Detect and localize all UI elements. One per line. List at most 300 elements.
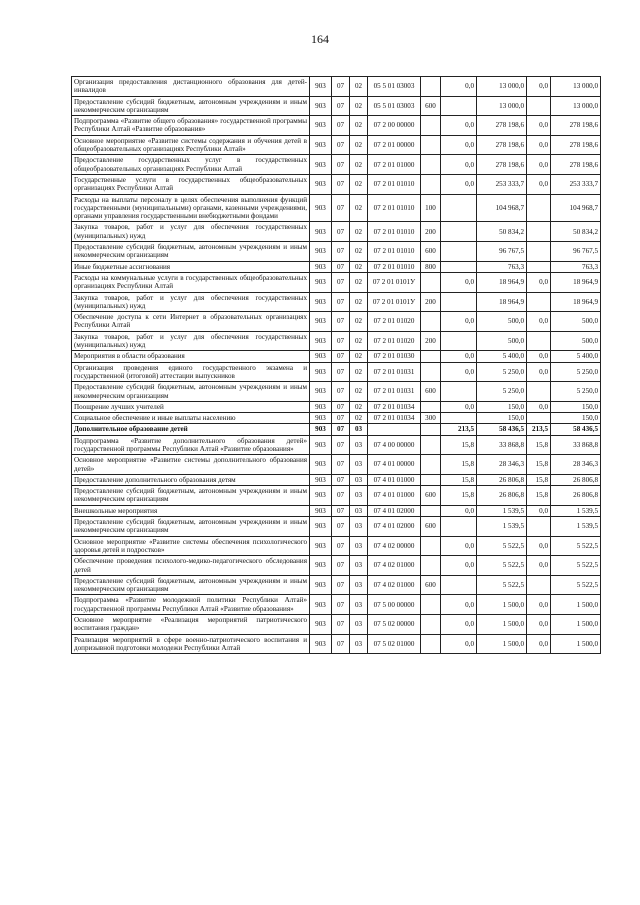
amount-3: 0,0 <box>527 351 551 362</box>
target-article: 07 2 01 00000 <box>368 135 421 155</box>
subsection-code: 03 <box>350 505 368 516</box>
table-row <box>72 634 601 654</box>
amount-1: 0,0 <box>441 536 477 556</box>
row-name: Подпрограмма «Развитие общего образования» государственной программы Республики Алтай «Развитие образования» <box>72 116 310 136</box>
amount-4: 1 500,0 <box>551 595 601 615</box>
target-article: 07 2 01 01010 <box>368 194 421 222</box>
row-name: Предоставление субсидий бюджетным, автономным учреждениям и иным некоммерческим организациям <box>72 517 310 537</box>
amount-4: 26 806,8 <box>551 474 601 485</box>
expense-type <box>421 312 441 332</box>
amount-3: 15,8 <box>527 474 551 485</box>
amount-1: 15,8 <box>441 435 477 455</box>
target-article: 07 5 02 01000 <box>368 634 421 654</box>
section-code: 07 <box>332 486 350 506</box>
table-row <box>72 77 601 97</box>
ministry-code: 903 <box>310 615 332 635</box>
expense-type: 600 <box>421 382 441 402</box>
ministry-code: 903 <box>310 575 332 595</box>
ministry-code: 903 <box>310 556 332 576</box>
amount-3: 15,8 <box>527 486 551 506</box>
amount-2: 253 333,7 <box>477 174 527 194</box>
ministry-code: 903 <box>310 261 332 272</box>
amount-3 <box>527 382 551 402</box>
amount-4: 28 346,3 <box>551 455 601 475</box>
expense-type: 600 <box>421 96 441 116</box>
target-article: 07 2 01 01031 <box>368 382 421 402</box>
ministry-code: 903 <box>310 435 332 455</box>
expense-type: 600 <box>421 517 441 537</box>
ministry-code: 903 <box>310 272 332 292</box>
table-row <box>72 517 601 537</box>
ministry-code: 903 <box>310 362 332 382</box>
table-row <box>72 424 601 435</box>
amount-2: 278 198,6 <box>477 155 527 175</box>
ministry-code: 903 <box>310 155 332 175</box>
amount-3 <box>527 96 551 116</box>
row-name: Основное мероприятие «Реализация мероприятий патриотического воспитания граждан» <box>72 615 310 635</box>
amount-1 <box>441 194 477 222</box>
row-name: Закупка товаров, работ и услуг для обеспечения государственных (муниципальных) нужд <box>72 331 310 351</box>
amount-2: 5 400,0 <box>477 351 527 362</box>
amount-2: 96 767,5 <box>477 242 527 262</box>
amount-1: 0,0 <box>441 135 477 155</box>
subsection-code: 02 <box>350 77 368 97</box>
amount-1: 0,0 <box>441 116 477 136</box>
amount-1: 213,5 <box>441 424 477 435</box>
target-article <box>368 424 421 435</box>
section-code: 07 <box>332 362 350 382</box>
table-row <box>72 362 601 382</box>
table-row <box>72 242 601 262</box>
amount-4: 5 400,0 <box>551 351 601 362</box>
ministry-code: 903 <box>310 174 332 194</box>
amount-2: 26 806,8 <box>477 474 527 485</box>
amount-4: 13 000,0 <box>551 96 601 116</box>
subsection-code: 02 <box>350 135 368 155</box>
amount-1: 0,0 <box>441 556 477 576</box>
row-name: Внешкольные мероприятия <box>72 505 310 516</box>
subsection-code: 02 <box>350 382 368 402</box>
amount-4: 5 522,5 <box>551 536 601 556</box>
section-code: 07 <box>332 424 350 435</box>
section-code: 07 <box>332 517 350 537</box>
section-code: 07 <box>332 455 350 475</box>
target-article: 07 5 00 00000 <box>368 595 421 615</box>
expense-type <box>421 155 441 175</box>
target-article: 07 2 01 01030 <box>368 351 421 362</box>
table-row <box>72 96 601 116</box>
amount-4: 150,0 <box>551 413 601 424</box>
amount-3: 0,0 <box>527 77 551 97</box>
ministry-code: 903 <box>310 135 332 155</box>
target-article: 07 4 01 01000 <box>368 486 421 506</box>
amount-4: 26 806,8 <box>551 486 601 506</box>
expense-type: 800 <box>421 261 441 272</box>
row-name: Предоставление субсидий бюджетным, автономным учреждениям и иным некоммерческим организациям <box>72 242 310 262</box>
subsection-code: 03 <box>350 575 368 595</box>
amount-2: 28 346,3 <box>477 455 527 475</box>
amount-3: 0,0 <box>527 116 551 136</box>
table-row <box>72 135 601 155</box>
table-row <box>72 116 601 136</box>
row-name: Подпрограмма «Развитие дополнительного образования детей» государственной программы Республики Алтай «Развитие образования» <box>72 435 310 455</box>
row-name: Закупка товаров, работ и услуг для обеспечения государственных (муниципальных) нужд <box>72 222 310 242</box>
target-article: 07 4 02 01000 <box>368 575 421 595</box>
expense-type <box>421 272 441 292</box>
target-article: 07 2 01 01020 <box>368 312 421 332</box>
expense-type <box>421 634 441 654</box>
subsection-code: 03 <box>350 615 368 635</box>
expense-type: 600 <box>421 242 441 262</box>
subsection-code: 02 <box>350 222 368 242</box>
amount-4: 1 539,5 <box>551 517 601 537</box>
target-article: 07 2 01 01031 <box>368 362 421 382</box>
row-name: Мероприятия в области образования <box>72 351 310 362</box>
section-code: 07 <box>332 77 350 97</box>
budget-table <box>71 76 601 654</box>
row-name: Государственные услуги в государственных общеобразовательных организациях Республики Алтай <box>72 174 310 194</box>
row-name: Поощрение лучших учителей <box>72 401 310 412</box>
expense-type <box>421 401 441 412</box>
page-number: 164 <box>311 32 329 46</box>
table-row <box>72 351 601 362</box>
expense-type <box>421 615 441 635</box>
amount-1: 0,0 <box>441 174 477 194</box>
ministry-code: 903 <box>310 424 332 435</box>
table-row <box>72 455 601 475</box>
amount-3: 15,8 <box>527 435 551 455</box>
subsection-code: 02 <box>350 331 368 351</box>
ministry-code: 903 <box>310 382 332 402</box>
table-row <box>72 155 601 175</box>
amount-1 <box>441 96 477 116</box>
section-code: 07 <box>332 401 350 412</box>
amount-2: 5 522,5 <box>477 575 527 595</box>
subsection-code: 03 <box>350 556 368 576</box>
target-article: 07 2 01 01010 <box>368 222 421 242</box>
section-code: 07 <box>332 575 350 595</box>
amount-1 <box>441 242 477 262</box>
subsection-code: 02 <box>350 312 368 332</box>
table-row <box>72 292 601 312</box>
table-row <box>72 194 601 222</box>
table-row <box>72 261 601 272</box>
amount-4: 18 964,9 <box>551 292 601 312</box>
ministry-code: 903 <box>310 194 332 222</box>
amount-1 <box>441 413 477 424</box>
section-code: 07 <box>332 194 350 222</box>
section-code: 07 <box>332 474 350 485</box>
expense-type: 200 <box>421 331 441 351</box>
row-name: Обеспечение доступа к сети Интернет в образовательных организациях Республики Алтай <box>72 312 310 332</box>
table-row <box>72 575 601 595</box>
target-article: 05 5 01 03003 <box>368 77 421 97</box>
section-code: 07 <box>332 135 350 155</box>
table-row <box>72 595 601 615</box>
section-code: 07 <box>332 634 350 654</box>
table-row <box>72 505 601 516</box>
section-code: 07 <box>332 116 350 136</box>
amount-1: 0,0 <box>441 595 477 615</box>
ministry-code: 903 <box>310 474 332 485</box>
amount-1: 0,0 <box>441 77 477 97</box>
row-name: Предоставление субсидий бюджетным, автономным учреждениям и иным некоммерческим организациям <box>72 575 310 595</box>
section-code: 07 <box>332 595 350 615</box>
amount-2: 13 000,0 <box>477 77 527 97</box>
amount-2: 1 539,5 <box>477 505 527 516</box>
amount-3: 0,0 <box>527 312 551 332</box>
row-name: Расходы на коммунальные услуги в государственных общеобразовательных организациях Республики Алтай <box>72 272 310 292</box>
table-row <box>72 382 601 402</box>
amount-4: 13 000,0 <box>551 77 601 97</box>
expense-type <box>421 435 441 455</box>
amount-1: 0,0 <box>441 155 477 175</box>
amount-3 <box>527 575 551 595</box>
ministry-code: 903 <box>310 536 332 556</box>
table-row <box>72 331 601 351</box>
row-name: Основное мероприятие «Развитие системы содержания и обучения детей в общеобразовательных организациях Республики Алтай» <box>72 135 310 155</box>
amount-3: 0,0 <box>527 536 551 556</box>
expense-type <box>421 135 441 155</box>
row-name: Предоставление государственных услуг в государственных общеобразовательных организациях Республики Алтай <box>72 155 310 175</box>
ministry-code: 903 <box>310 401 332 412</box>
section-code: 07 <box>332 331 350 351</box>
expense-type: 600 <box>421 486 441 506</box>
amount-2: 18 964,9 <box>477 292 527 312</box>
ministry-code: 903 <box>310 96 332 116</box>
ministry-code: 903 <box>310 413 332 424</box>
table-row <box>72 312 601 332</box>
amount-2: 278 198,6 <box>477 116 527 136</box>
amount-1 <box>441 331 477 351</box>
amount-2: 5 522,5 <box>477 556 527 576</box>
section-code: 07 <box>332 351 350 362</box>
expense-type <box>421 174 441 194</box>
subsection-code: 02 <box>350 116 368 136</box>
target-article: 07 4 01 00000 <box>368 455 421 475</box>
amount-4: 500,0 <box>551 331 601 351</box>
amount-2: 50 834,2 <box>477 222 527 242</box>
expense-type <box>421 474 441 485</box>
amount-4: 5 522,5 <box>551 556 601 576</box>
amount-2: 58 436,5 <box>477 424 527 435</box>
amount-4: 763,3 <box>551 261 601 272</box>
section-code: 07 <box>332 96 350 116</box>
ministry-code: 903 <box>310 455 332 475</box>
table-row <box>72 486 601 506</box>
target-article: 07 4 00 00000 <box>368 435 421 455</box>
subsection-code: 03 <box>350 595 368 615</box>
amount-4: 96 767,5 <box>551 242 601 262</box>
subsection-code: 02 <box>350 174 368 194</box>
ministry-code: 903 <box>310 634 332 654</box>
row-name: Организация проведения единого государственного экзамена и государственной (итоговой) аттестации выпускников <box>72 362 310 382</box>
amount-1 <box>441 292 477 312</box>
row-name: Обеспечение проведения психолого-медико-педагогического обследования детей <box>72 556 310 576</box>
section-code: 07 <box>332 505 350 516</box>
section-code: 07 <box>332 413 350 424</box>
amount-4: 278 198,6 <box>551 135 601 155</box>
amount-2: 5 250,0 <box>477 382 527 402</box>
subsection-code: 02 <box>350 261 368 272</box>
amount-3 <box>527 413 551 424</box>
target-article: 07 4 01 02000 <box>368 517 421 537</box>
amount-1: 0,0 <box>441 362 477 382</box>
row-name: Предоставление дополнительного образования детям <box>72 474 310 485</box>
table-body <box>72 77 601 654</box>
target-article: 07 2 01 01010 <box>368 174 421 194</box>
amount-3: 0,0 <box>527 595 551 615</box>
amount-3 <box>527 517 551 537</box>
amount-1 <box>441 222 477 242</box>
amount-4: 1 539,5 <box>551 505 601 516</box>
row-name: Подпрограмма «Развитие молодежной политики Республики Алтай» государственной программы Республики Алтай «Развитие образования» <box>72 595 310 615</box>
amount-1: 0,0 <box>441 615 477 635</box>
target-article: 07 2 01 01034 <box>368 401 421 412</box>
table-row <box>72 435 601 455</box>
subsection-code: 02 <box>350 194 368 222</box>
ministry-code: 903 <box>310 351 332 362</box>
table-row <box>72 222 601 242</box>
table-row <box>72 401 601 412</box>
table-row <box>72 174 601 194</box>
amount-1 <box>441 517 477 537</box>
subsection-code: 02 <box>350 96 368 116</box>
expense-type: 600 <box>421 575 441 595</box>
ministry-code: 903 <box>310 222 332 242</box>
amount-4: 50 834,2 <box>551 222 601 242</box>
amount-3: 213,5 <box>527 424 551 435</box>
row-name: Социальное обеспечение и иные выплаты населению <box>72 413 310 424</box>
amount-4: 33 868,8 <box>551 435 601 455</box>
amount-1: 15,8 <box>441 455 477 475</box>
row-name: Предоставление субсидий бюджетным, автономным учреждениям и иным некоммерческим организациям <box>72 382 310 402</box>
section-code: 07 <box>332 615 350 635</box>
amount-1: 0,0 <box>441 634 477 654</box>
expense-type <box>421 595 441 615</box>
subsection-code: 03 <box>350 536 368 556</box>
amount-1: 0,0 <box>441 272 477 292</box>
target-article: 07 2 01 01020 <box>368 331 421 351</box>
amount-1: 15,8 <box>441 474 477 485</box>
amount-1: 0,0 <box>441 505 477 516</box>
amount-4: 253 333,7 <box>551 174 601 194</box>
expense-type <box>421 505 441 516</box>
subsection-code: 02 <box>350 401 368 412</box>
amount-2: 1 539,5 <box>477 517 527 537</box>
amount-3: 0,0 <box>527 135 551 155</box>
ministry-code: 903 <box>310 312 332 332</box>
expense-type <box>421 556 441 576</box>
expense-type <box>421 77 441 97</box>
amount-2: 26 806,8 <box>477 486 527 506</box>
amount-4: 278 198,6 <box>551 155 601 175</box>
amount-4: 104 968,7 <box>551 194 601 222</box>
target-article: 07 2 01 01034 <box>368 413 421 424</box>
ministry-code: 903 <box>310 486 332 506</box>
amount-2: 150,0 <box>477 413 527 424</box>
amount-3: 0,0 <box>527 615 551 635</box>
table-row <box>72 272 601 292</box>
section-code: 07 <box>332 312 350 332</box>
amount-3: 0,0 <box>527 401 551 412</box>
ministry-code: 903 <box>310 116 332 136</box>
amount-2: 13 000,0 <box>477 96 527 116</box>
target-article: 07 2 01 0101У <box>368 272 421 292</box>
amount-3 <box>527 242 551 262</box>
expense-type <box>421 536 441 556</box>
expense-type: 200 <box>421 292 441 312</box>
amount-1 <box>441 261 477 272</box>
section-code: 07 <box>332 222 350 242</box>
amount-3: 0,0 <box>527 505 551 516</box>
section-code: 07 <box>332 155 350 175</box>
subsection-code: 02 <box>350 272 368 292</box>
amount-1: 15,8 <box>441 486 477 506</box>
amount-3: 0,0 <box>527 362 551 382</box>
subsection-code: 03 <box>350 435 368 455</box>
row-name: Организация предоставления дистанционного образования для детей-инвалидов <box>72 77 310 97</box>
target-article: 07 4 01 01000 <box>368 474 421 485</box>
amount-3 <box>527 261 551 272</box>
ministry-code: 903 <box>310 242 332 262</box>
amount-2: 5 522,5 <box>477 536 527 556</box>
target-article: 07 2 01 0101У <box>368 292 421 312</box>
amount-2: 1 500,0 <box>477 634 527 654</box>
expense-type <box>421 116 441 136</box>
section-code: 07 <box>332 435 350 455</box>
amount-4: 58 436,5 <box>551 424 601 435</box>
table-row <box>72 413 601 424</box>
amount-3 <box>527 292 551 312</box>
amount-3 <box>527 331 551 351</box>
target-article: 07 2 00 00000 <box>368 116 421 136</box>
subsection-code: 03 <box>350 424 368 435</box>
row-name: Реализация мероприятий в сфере военно-патриотического воспитания и допризывной подготовки молодежи Республики Алтай <box>72 634 310 654</box>
row-name: Основное мероприятие «Развитие системы обеспечения психологического здоровья детей и подростков» <box>72 536 310 556</box>
amount-1 <box>441 382 477 402</box>
subsection-code: 03 <box>350 634 368 654</box>
table-row <box>72 536 601 556</box>
amount-2: 278 198,6 <box>477 135 527 155</box>
subsection-code: 02 <box>350 362 368 382</box>
subsection-code: 02 <box>350 292 368 312</box>
subsection-code: 02 <box>350 351 368 362</box>
expense-type: 300 <box>421 413 441 424</box>
section-code: 07 <box>332 536 350 556</box>
subsection-code: 02 <box>350 242 368 262</box>
amount-3: 0,0 <box>527 556 551 576</box>
amount-4: 5 522,5 <box>551 575 601 595</box>
amount-4: 500,0 <box>551 312 601 332</box>
amount-2: 150,0 <box>477 401 527 412</box>
ministry-code: 903 <box>310 292 332 312</box>
expense-type <box>421 424 441 435</box>
amount-2: 18 964,9 <box>477 272 527 292</box>
subsection-code: 03 <box>350 455 368 475</box>
amount-3 <box>527 194 551 222</box>
amount-2: 1 500,0 <box>477 615 527 635</box>
amount-3: 0,0 <box>527 174 551 194</box>
ministry-code: 903 <box>310 505 332 516</box>
section-code: 07 <box>332 292 350 312</box>
amount-4: 1 500,0 <box>551 634 601 654</box>
section-code: 07 <box>332 242 350 262</box>
amount-2: 33 868,8 <box>477 435 527 455</box>
row-name: Закупка товаров, работ и услуг для обеспечения государственных (муниципальных) нужд <box>72 292 310 312</box>
row-name: Иные бюджетные ассигнования <box>72 261 310 272</box>
ministry-code: 903 <box>310 77 332 97</box>
